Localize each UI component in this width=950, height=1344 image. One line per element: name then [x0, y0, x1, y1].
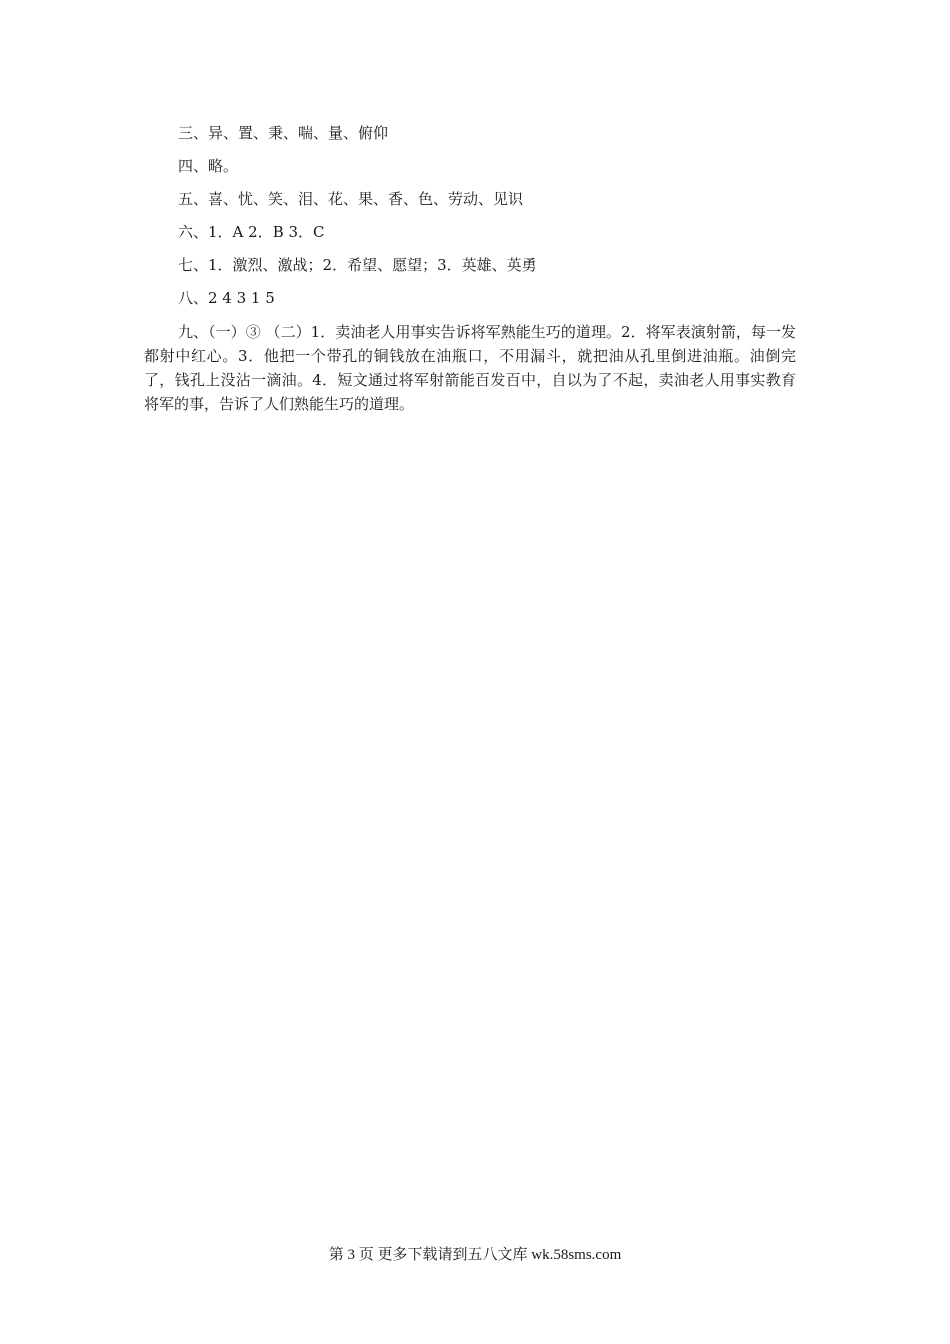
- answer-content: [144, 122, 796, 416]
- answer-line-7: 七、1．激烈、激战；2．希望、愿望；3．英雄、英勇: [178, 256, 537, 274]
- answer-line-8: 八、2 4 3 1 5: [178, 289, 275, 307]
- answer-line-6: 六、1．A 2．B 3．C: [178, 223, 325, 241]
- answer-paragraph-9: 九、（一）③ （二）1．卖油老人用事实告诉将军熟能生巧的道理。2．将军表演射箭，每一发都射中红心。3．他把一个带孔的铜钱放在油瓶口，不用漏斗，就把油从孔里倒进油瓶。油倒完了，钱孔上没沾一滴油。4．短文通过将军射箭能百发百中，自以为了不起，卖油老人用事实教育将军的事，告诉了人们熟能生巧的道理。: [144, 323, 796, 413]
- answer-line-3: 三、异、置、秉、喘、量、俯仰: [178, 124, 389, 142]
- answer-line-5: 五、喜、忧、笑、泪、花、果、香、色、劳动、见识: [178, 190, 524, 208]
- page-footer: 第 3 页 更多下载请到五八文库 wk.58sms.com: [328, 1247, 622, 1263]
- answer-line-4: 四、略。: [178, 157, 239, 175]
